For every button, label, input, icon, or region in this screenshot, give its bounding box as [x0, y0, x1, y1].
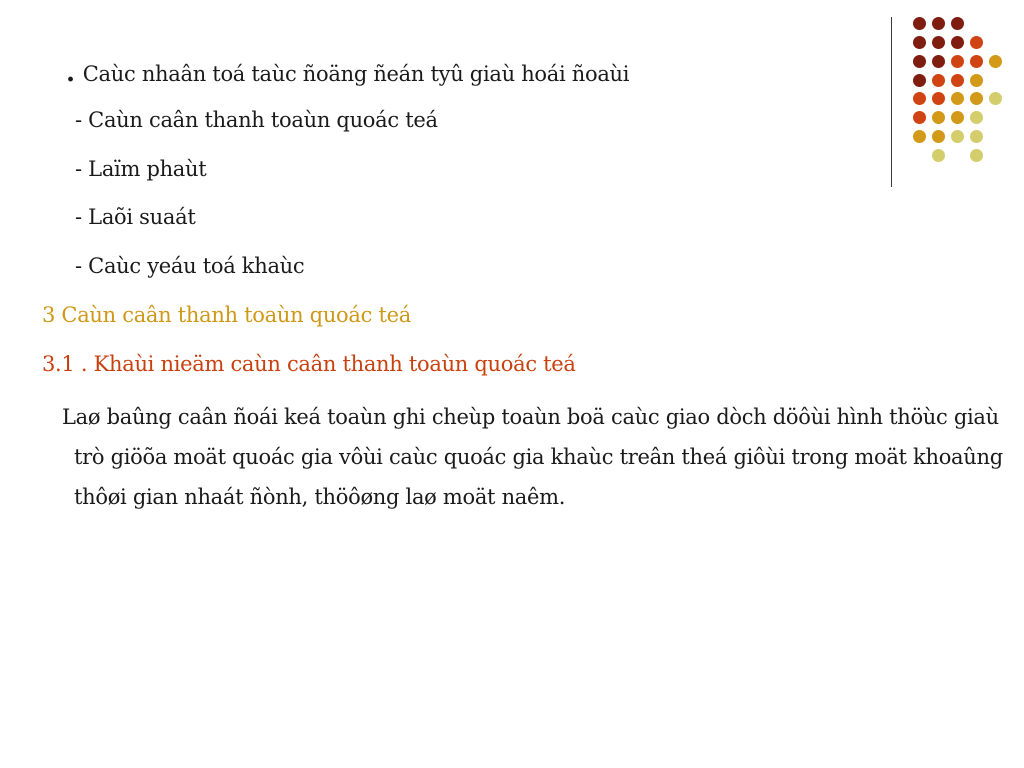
subsection-heading: 3.1 . Khaùi nieäm caùn caân thanh toaùn quoác teá — [42, 352, 576, 376]
section-heading: 3 Caùn caân thanh toaùn quoác teá — [42, 303, 411, 327]
bullet-text: Caùc nhaân toá taùc ñoäng ñeán tyû giaù hoái ñoaùi — [82, 62, 630, 86]
sub-item: - Caùn caân thanh toaùn quoác teá — [75, 108, 438, 132]
sub-item: - Laõi suaát — [75, 205, 196, 229]
sub-item: - Laïm phaùt — [75, 157, 207, 181]
bullet-symbol: . — [66, 58, 75, 88]
definition-paragraph: Laø baûng caân ñoái keá toaùn ghi cheùp toaùn boä caùc giao dòch döôùi hình thöùc giaù trò giöõa moät quoác gia vôùi caùc quoác gia khaùc treân theá giôùi trong moät khoaûng thôøi gian nhaát ñònh, thöôøng laø moät naêm. — [62, 405, 1003, 509]
sub-item: - Caùc yeáu toá khaùc — [75, 254, 305, 278]
bullet-line — [66, 58, 629, 88]
